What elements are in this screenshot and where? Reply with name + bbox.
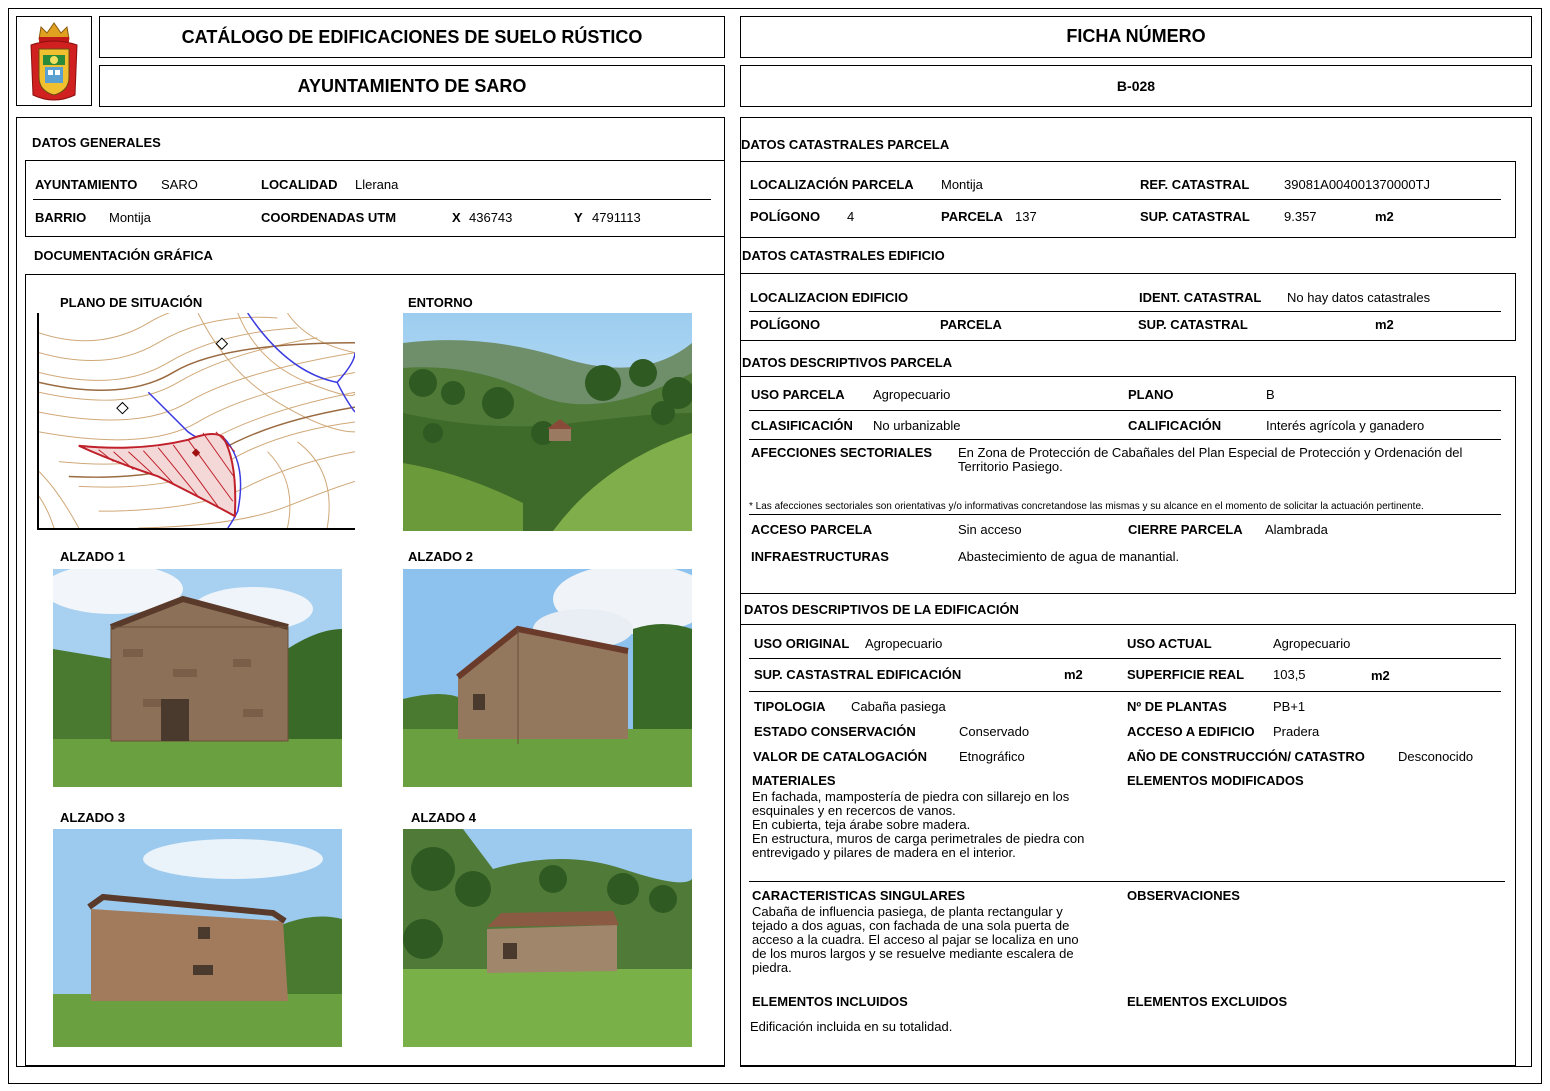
cat-edificio-box [740, 273, 1516, 341]
valor-value: Etnográfico [959, 749, 1025, 764]
edif-sup-label: SUP. CATASTRAL [1138, 317, 1248, 332]
alzado1-photo [53, 569, 342, 787]
uso-parcela-value: Agropecuario [873, 387, 951, 402]
edif-poligono-label: POLÍGONO [750, 317, 821, 332]
ayuntamiento-title-box [99, 65, 725, 107]
y-value: 4791113 [592, 210, 641, 225]
clasificacion-value: No urbanizable [873, 418, 961, 433]
alzado4-photo [403, 829, 692, 1047]
tipologia-label: TIPOLOGIA [754, 699, 826, 714]
ficha-value: B-028 [1116, 78, 1156, 94]
infra-label: INFRAESTRUCTURAS [751, 549, 889, 564]
catalog-title: CATÁLOGO DE EDIFICACIONES DE SUELO RÚSTICO [181, 27, 643, 47]
singulares-line: tejado a dos aguas, con fachada de una sola puerta de [752, 918, 1070, 933]
uso-parcela-label: USO PARCELA [751, 387, 845, 402]
barrio-label: BARRIO [35, 210, 87, 225]
coat-of-arms-icon [17, 17, 91, 105]
entorno-photo [403, 313, 692, 531]
sup-real-label: SUPERFICIE REAL [1127, 667, 1245, 682]
anio-value: Desconocido [1398, 749, 1474, 764]
edif-loc-label: LOCALIZACION EDIFICIO [750, 290, 909, 305]
divider [749, 691, 1501, 692]
ficha-label: FICHA NÚMERO [1066, 26, 1206, 46]
infra-value: Abastecimiento de agua de manantial. [958, 549, 1180, 564]
edif-parcela-label: PARCELA [940, 317, 1002, 332]
desc-edificacion-title: DATOS DESCRIPTIVOS DE LA EDIFICACIÓN [744, 602, 1019, 617]
materiales-line: entrevigado y pilares de madera en el interior. [752, 845, 1016, 860]
ficha-value-box [740, 65, 1532, 107]
divider [749, 514, 1501, 515]
observaciones-label: OBSERVACIONES [1127, 888, 1240, 903]
divider [33, 199, 711, 200]
uso-actual-label: USO ACTUAL [1127, 636, 1212, 651]
acceso-edificio-value: Pradera [1273, 724, 1320, 739]
cat-poligono-value: 4 [847, 209, 855, 224]
localidad-value: Llerana [355, 177, 399, 192]
cat-loc-value: Montija [941, 177, 983, 192]
edif-ident-label: IDENT. CATASTRAL [1139, 290, 1262, 305]
cat-sup-unit: m2 [1375, 209, 1394, 224]
ayuntamiento-value: SARO [161, 177, 198, 192]
cat-ref-value: 39081A004001370000TJ [1284, 177, 1431, 192]
situation-map [37, 313, 355, 530]
acceso-parcela-label: ACCESO PARCELA [751, 522, 873, 537]
afecciones-value: En Zona de Protección de Cabañales del Plan Especial de Protección y Ordenación del Territorio Pasiego. [958, 445, 1463, 474]
materiales-line: En fachada, mampostería de piedra con sillarejo en los [752, 789, 1070, 804]
acceso-edificio-label: ACCESO A EDIFICIO [1127, 724, 1255, 739]
divider [749, 439, 1501, 440]
materiales-line: esquinales y en recercos de vanos. [752, 803, 956, 818]
divider [749, 199, 1501, 200]
ayuntamiento-label: AYUNTAMIENTO [35, 177, 138, 192]
clasificacion-label: CLASIFICACIÓN [751, 418, 853, 433]
cat-sup-value: 9.357 [1284, 209, 1317, 224]
cat-loc-label: LOCALIZACIÓN PARCELA [750, 177, 914, 192]
datos-generales-title: DATOS GENERALES [32, 135, 161, 150]
incluidos-value: Edificación incluida en su totalidad. [750, 1019, 953, 1034]
cat-parcela-label: PARCELA [941, 209, 1003, 224]
x-value: 436743 [469, 210, 513, 225]
ayuntamiento-title: AYUNTAMIENTO DE SARO [297, 76, 527, 96]
barrio-value: Montija [109, 210, 151, 225]
cat-ref-label: REF. CATASTRAL [1140, 177, 1250, 192]
alzado4-title: ALZADO 4 [411, 810, 476, 825]
documentacion-title: DOCUMENTACIÓN GRÁFICA [34, 248, 213, 263]
singulares-text [752, 905, 1122, 975]
tipologia-value: Cabaña pasiega [851, 699, 946, 714]
materiales-line: En estructura, muros de carga perimetrales de piedra con [752, 831, 1085, 846]
edif-sup-unit: m2 [1375, 317, 1394, 332]
cat-edificio-title: DATOS CATASTRALES EDIFICIO [742, 248, 945, 263]
singulares-line: Cabaña de influencia pasiega, de planta rectangular y [752, 904, 1063, 919]
divider [749, 881, 1505, 882]
incluidos-label: ELEMENTOS INCLUIDOS [752, 994, 908, 1009]
anio-label: AÑO DE CONSTRUCCIÓN/ CATASTRO [1127, 749, 1365, 764]
afecciones-label: AFECCIONES SECTORIALES [751, 445, 933, 460]
divider [749, 410, 1501, 411]
uso-original-label: USO ORIGINAL [754, 636, 850, 651]
plano-title: PLANO DE SITUACIÓN [60, 295, 203, 310]
edif-ident-value: No hay datos catastrales [1287, 290, 1431, 305]
sup-cat-unit: m2 [1064, 667, 1083, 682]
singulares-line: de los muros largos y se resuelve mediante escalera de [752, 946, 1074, 961]
alzado2-photo [403, 569, 692, 787]
afecciones-note: * Las afecciones sectoriales son orientativas y/o informativas concretandose las mismas y su alcance en el momento de solicitar la actuación pertinente. [749, 501, 1424, 512]
alzado3-photo [53, 829, 342, 1047]
cierre-parcela-value: Alambrada [1265, 522, 1328, 537]
estado-value: Conservado [959, 724, 1030, 739]
singulares-line: piedra. [752, 960, 792, 975]
singulares-label: CARACTERISTICAS SINGULARES [752, 888, 966, 903]
localidad-label: LOCALIDAD [261, 177, 338, 192]
estado-label: ESTADO CONSERVACIÓN [754, 724, 916, 739]
cat-poligono-label: POLÍGONO [750, 209, 821, 224]
uso-actual-value: Agropecuario [1273, 636, 1351, 651]
logo-box [16, 16, 92, 106]
cierre-parcela-label: CIERRE PARCELA [1128, 522, 1243, 537]
cat-sup-label: SUP. CATASTRAL [1140, 209, 1250, 224]
calificacion-value: Interés agrícola y ganadero [1266, 418, 1425, 433]
materiales-text [752, 790, 1122, 860]
materiales-label: MATERIALES [752, 773, 836, 788]
cat-parcela-value: 137 [1015, 209, 1037, 224]
sup-real-unit: m2 [1371, 668, 1390, 683]
alzado3-title: ALZADO 3 [60, 810, 125, 825]
entorno-title: ENTORNO [408, 295, 473, 310]
plantas-value: PB+1 [1273, 699, 1306, 714]
plantas-label: Nº DE PLANTAS [1127, 699, 1227, 714]
valor-label: VALOR DE CATALOGACIÓN [753, 749, 928, 764]
coordenadas-label: COORDENADAS UTM [261, 210, 397, 225]
y-label: Y [574, 210, 583, 225]
sup-cat-label: SUP. CASTASTRAL EDIFICACIÓN [754, 667, 962, 682]
ficha-label-box [740, 16, 1532, 58]
plano-label: PLANO [1128, 387, 1174, 402]
materiales-line: En cubierta, teja árabe sobre madera. [752, 817, 971, 832]
modificados-label: ELEMENTOS MODIFICADOS [1127, 773, 1304, 788]
sup-real-value: 103,5 [1273, 667, 1306, 682]
calificacion-label: CALIFICACIÓN [1128, 418, 1222, 433]
cat-parcela-title: DATOS CATASTRALES PARCELA [741, 137, 950, 152]
excluidos-label: ELEMENTOS EXCLUIDOS [1127, 994, 1288, 1009]
uso-original-value: Agropecuario [865, 636, 943, 651]
divider [749, 658, 1501, 659]
divider [749, 311, 1501, 312]
alzado1-title: ALZADO 1 [60, 549, 125, 564]
alzado2-title: ALZADO 2 [408, 549, 473, 564]
acceso-parcela-value: Sin acceso [958, 522, 1022, 537]
catalog-title-box [99, 16, 725, 58]
desc-parcela-title: DATOS DESCRIPTIVOS PARCELA [742, 355, 953, 370]
singulares-line: acceso a la cuadra. El acceso al pajar se localiza en uno [752, 932, 1079, 947]
x-label: X [452, 210, 461, 225]
plano-value: B [1266, 387, 1275, 402]
